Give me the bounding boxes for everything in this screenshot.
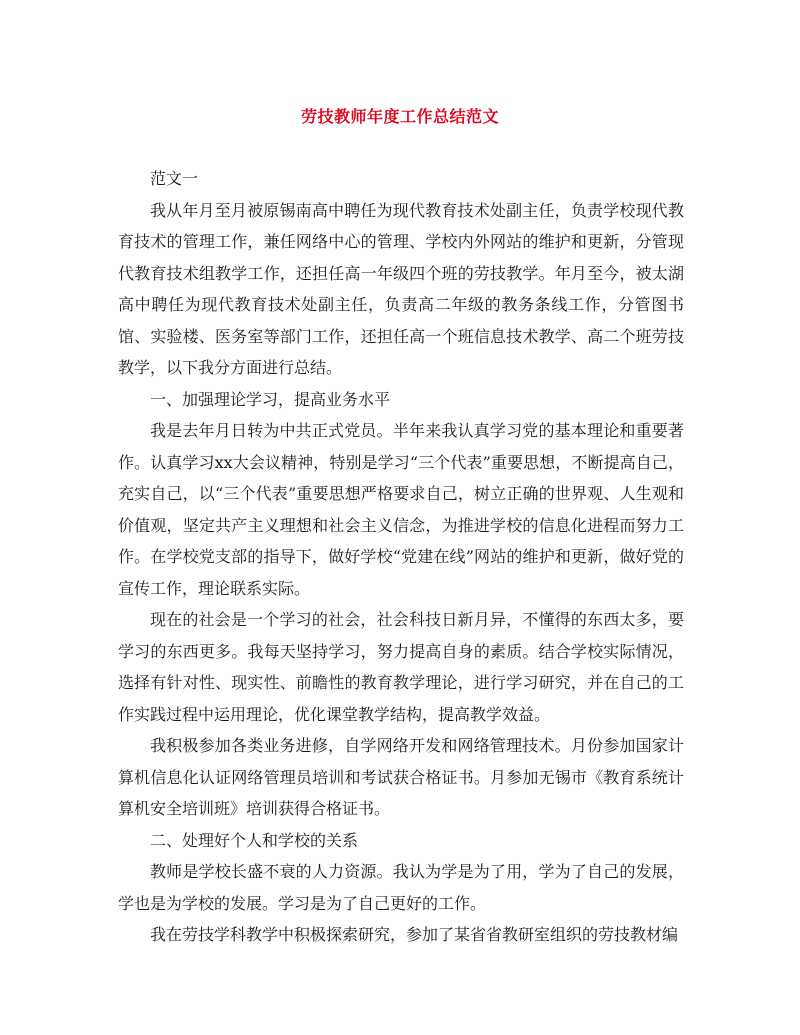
section-heading-1: 一、加强理论学习，提高业务水平 xyxy=(150,389,391,409)
paragraph-learning-society: 现在的社会是一个学习的社会，社会科技日新月异，不懂得的东西太多，要学习的东西更多。我每天坚持学习，努力提高自身的素质。结合学校实际情况，选择有针对性、现实性、前瞻性的教育教学理论，进行学习研究，并在自己的工作实践过程中运用理论，优化课堂教学结构，提高教学效益。 xyxy=(118,610,684,724)
paragraph-party-study: 我是去年月日转为中共正式党员。半年来我认真学习党的基本理论和重要著作。认真学习xx大会议精神，特别是学习“三个代表”重要思想，不断提高自己，充实自己，以“三个代表”重要思想严格要求自己，树立正确的世界观、人生观和价值观，坚定共产主义理想和社会主义信念，为推进学校的信息化进程而努力工作。在学校党支部的指导下，做好学校“党建在线”网站的维护和更新，做好党的宣传工作，理论联系实际。 xyxy=(118,421,684,598)
paragraph-training: 我积极参加各类业务进修，自学网络开发和网络管理技术。月份参加国家计算机信息化认证网络管理员培训和考试获合格证书。月参加无锡市《教育系统计算机安全培训班》培训获得合格证书。 xyxy=(118,736,684,818)
paragraph-sample-label: 范文一 xyxy=(150,169,199,188)
paragraph-research: 我在劳技学科教学中积极探索研究，参加了某省省教研室组织的劳技教材编 xyxy=(150,925,679,944)
section-heading-2: 二、处理好个人和学校的关系 xyxy=(150,830,359,850)
paragraph-teacher-resource: 教师是学校长盛不衰的人力资源。我认为学是为了用，学为了自己的发展，学也是为学校的发展。学习是为了自己更好的工作。 xyxy=(118,862,684,913)
paragraph-intro: 我从年月至月被原锡南高中聘任为现代教育技术处副主任，负责学校现代教育技术的管理工作，兼任网络中心的管理、学校内外网站的维护和更新，分管现代教育技术组教学工作，还担任高一年级四个班的劳技教学。年月至今，被太湖高中聘任为现代教育技术处副主任，负责高二年级的教务条线工作，分管图书馆、实验楼、医务室等部门工作，还担任高一个班信息技术教学、高二个班劳技教学，以下我分方面进行总结。 xyxy=(118,200,684,377)
document-body xyxy=(118,163,684,951)
document-title: 劳技教师年度工作总结范文 xyxy=(300,107,499,126)
